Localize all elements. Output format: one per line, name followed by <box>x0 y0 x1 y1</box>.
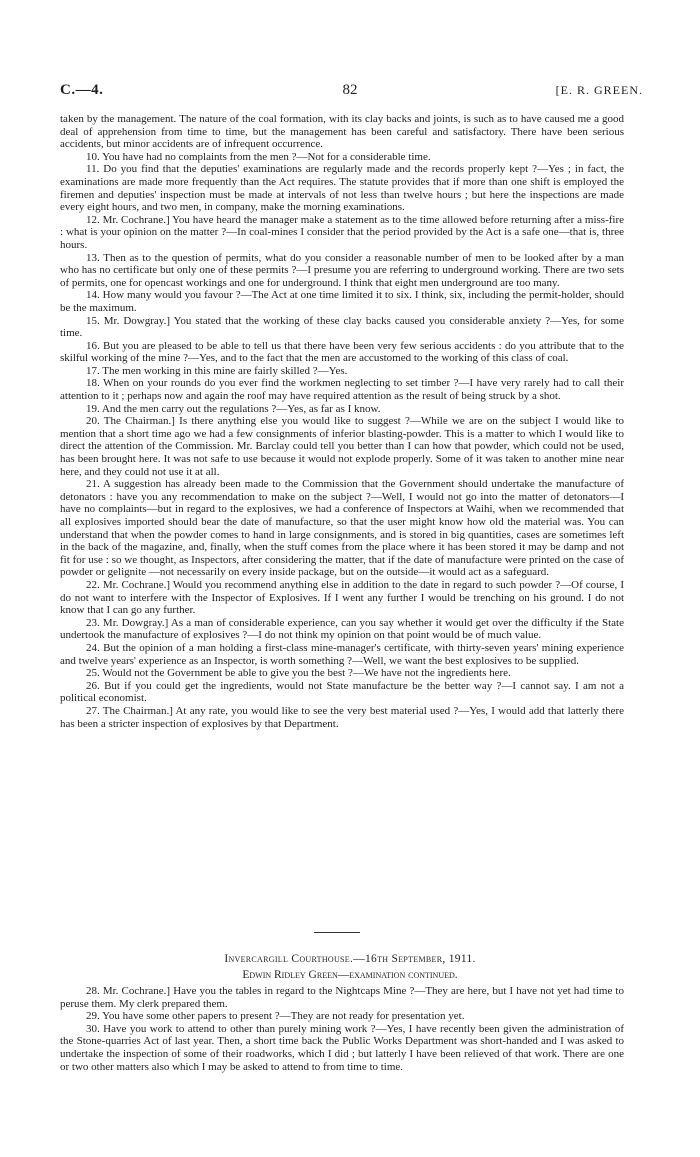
paragraph: 19. And the men carry out the regulations ?—Yes, as far as I know. <box>86 402 381 415</box>
paragraph: 26. But if you could get the ingredients, would not State manufacture be the better way ?—I cannot say. I am not a political economist. <box>60 679 624 705</box>
paragraph: 18. When on your rounds do you ever find the workmen neglecting to set timber ?—I have very rarely had to call their attention to it ; perhaps now and again the roof may have required attention as the result of being struck by a shot. <box>60 377 624 403</box>
paragraph: 27. The Chairman.] At any rate, you would like to see the very best material used ?—Yes, I would add that latterly there has been a stricter inspection of explosives by that Department. <box>60 704 624 730</box>
paragraph: 30. Have you work to attend to other than purely mining work ?—Yes, I have recently been given the administration of the Stone-quarries Act of last year. Then, a short time back the Public Works Department was short-handed and I was asked to undertake the inspection of some of their roadworks, which I did ; but latterly I have been relieved of that work. There are one or two other matters also which I may be asked to attend to from time to time. <box>60 1022 624 1073</box>
paragraph: 12. Mr. Cochrane.] You have heard the manager make a statement as to the time allowed before returning after a miss-fire : what is your opinion on the matter ?—In coal-mines I consider that the period provided by the Act is a safe one—that is, three hours. <box>60 213 624 251</box>
paragraph: taken by the management. The nature of the coal formation, with its clay backs and joints, is such as to have caused me a good deal of apprehension from time to time, but the management has been careful and satisfactory. There have been serious accidents, but minor accidents are of infrequent occurrence. <box>60 113 624 151</box>
paragraph: 20. The Chairman.] Is there anything else you would like to suggest ?—While we are on the subject I would like to mention that a short time ago we had a few consignments of inferior blasting-powder. This is a matter to which I would like to direct the attention of the Commission. Mr. Barclay could tell you better than I can how that powder, which could not be used, has been brought here. It was not safe to use because it would not explode properly. Some of it was taken to another mine near here, and they could not use it at all. <box>60 415 624 478</box>
paragraph: 16. But you are pleased to be able to tell us that there have been very few serious accidents : do you attribute that to the skilful working of the mine ?—Yes, and to the fact that the men are accustomed to the working of this class of coal. <box>60 339 624 365</box>
paragraph: 21. A suggestion has already been made to the Commission that the Government should undertake the manufacture of detonators : have you any recommendation to make on the subject ?—Well, I would not go into the matter of detonators—I have no complaints—but in regard to the explosives, we had a conference of Inspectors at Waihi, when we recommended that all explosives imported should bear the date of manufacture, so that the user might know how old the material was. You can understand that when the powder comes to hand in large consignments, and is stored in big quantities, cases are sometimes left in the back of the magazine, and, finally, when the stuff comes from the place where it has been stored it may be damp and not fit for use : so we thought, as Inspectors, after considering the matter, that if the date of manufacture were printed on the case of powder or gelignite —not necessarily on every inside package, but on the outside—it would act as a safeguard. <box>60 478 624 579</box>
paragraph: 11. Do you find that the deputies' examinations are regularly made and the records properly kept ?—Yes ; in fact, the examinations are made more frequently than the Act requires. The statute provides that if more than one shift is employed the firemen and deputies' inspection must be made at intervals of not less than twelve hours ; but here the inspections are made every eight hours, and two men, in company, make the morning examinations. <box>60 163 624 214</box>
paragraph: 24. But the opinion of a man holding a first-class mine-manager's certificate, with thirty-seven years' mining experience and twelve years' experience as an Inspector, is worth something ?—Well, we want the best explosives to be supplied. <box>60 641 624 667</box>
section-divider <box>314 932 360 933</box>
paragraph: 23. Mr. Dowgray.] As a man of considerable experience, can you say whether it would get over the difficulty if the State undertook the manufacture of explosives ?—I do not think my opinion on that point would be of much value. <box>60 616 624 642</box>
paragraph: 22. Mr. Cochrane.] Would you recommend anything else in addition to the date in regard to such powder ?—Of course, I do not want to interfere with the Inspector of Explosives. If I went any further I would be trenching on his ground. I do not know that I can go any further. <box>60 578 624 617</box>
paragraph: 29. You have some other papers to present ?—They are not ready for presentation yet. <box>86 1010 465 1023</box>
section-subheading: Edwin Ridley Green—examination continued. <box>242 969 458 981</box>
paragraph: 28. Mr. Cochrane.] Have you the tables in regard to the Nightcaps Mine ?—They are here, but I have not yet had time to peruse them. My clerk prepared them. <box>60 985 624 1010</box>
paragraph: 25. Would not the Government be able to give you the best ?—We have not the ingredients here. <box>86 667 511 680</box>
page-number: 82 <box>342 82 358 98</box>
section-heading: Invercargill Courthouse.—16th September, 1911. <box>224 953 476 965</box>
paragraph: 10. You have had no complaints from the men ?—Not for a considerable time. <box>86 150 431 163</box>
document-reference: C.—4. <box>60 82 104 98</box>
paragraph: 15. Mr. Dowgray.] You stated that the working of these clay backs caused you considerable anxiety ?—Yes, for some time. <box>60 314 624 340</box>
paragraph: 14. How many would you favour ?—The Act at one time limited it to six. I think, six, including the permit-holder, should be the maximum. <box>60 289 624 314</box>
paragraph: 17. The men working in this mine are fairly skilled ?—Yes. <box>86 364 348 377</box>
witness-name-header: [E. R. GREEN. <box>555 83 643 97</box>
paragraph: 13. Then as to the question of permits, what do you consider a reasonable number of men to be looked after by a man who has no certificate but only one of these permits ?—I presume you are referring to underground working. There are two sets of permits, one for opencast workings and one for underground. I think that eight men underground are too many. <box>60 251 624 289</box>
testimony-part-1 <box>60 113 624 730</box>
testimony-part-2 <box>60 985 624 1073</box>
